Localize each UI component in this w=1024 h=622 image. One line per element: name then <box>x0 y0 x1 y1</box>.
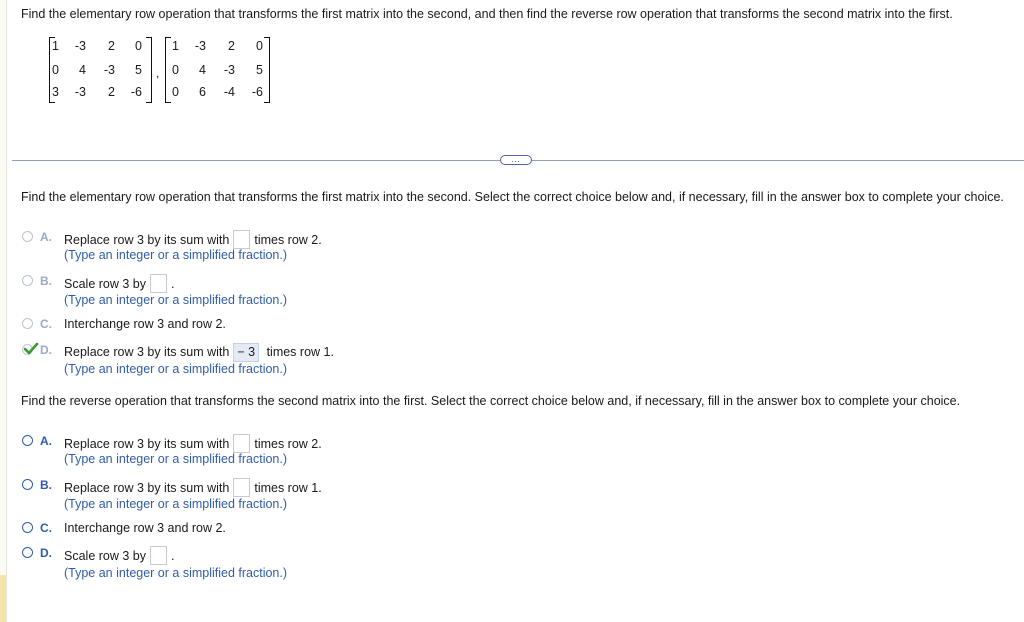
choice-text-before: Replace row 3 by its sum with <box>64 437 230 451</box>
choice-text-after: times row 2. <box>254 233 322 247</box>
choice-text-after: . <box>170 549 175 563</box>
choice-text-after: times row 2. <box>254 437 322 451</box>
choice-letter: D. <box>40 343 52 357</box>
matrix-cell: 0 <box>172 63 179 77</box>
answer-box[interactable] <box>233 230 250 249</box>
radio-button[interactable] <box>22 318 33 329</box>
matrix-second-right-bracket <box>264 37 270 103</box>
choice-hint: (Type an integer or a simplified fraction.) <box>64 452 288 466</box>
choice-letter: B. <box>40 274 52 288</box>
matrix-cell: 2 <box>108 39 115 53</box>
matrix-separator: , <box>156 66 160 80</box>
choice-letter: B. <box>40 478 52 492</box>
radio-button[interactable] <box>22 231 33 242</box>
choice-hint: (Type an integer or a simplified fraction.) <box>64 362 288 376</box>
matrix-cell: -6 <box>251 85 263 99</box>
radio-button[interactable] <box>22 547 33 558</box>
answer-box-filled[interactable]: − 3 <box>233 343 259 362</box>
matrix-cell: 1 <box>52 39 59 53</box>
matrix-cell: 3 <box>52 85 59 99</box>
matrix-second <box>165 37 270 101</box>
matrix-cell: 0 <box>52 63 59 77</box>
left-margin-accent <box>0 575 6 622</box>
matrix-cell: -3 <box>223 63 235 77</box>
matrix-cell: 6 <box>199 85 206 99</box>
matrix-cell: 5 <box>256 63 263 77</box>
choice-letter: C. <box>40 521 52 535</box>
radio-button[interactable] <box>22 435 33 446</box>
answer-box[interactable] <box>150 546 167 565</box>
matrix-cell: -6 <box>130 85 142 99</box>
matrix-cell: 5 <box>135 63 142 77</box>
choice-text: Interchange row 3 and row 2. <box>64 317 226 331</box>
matrix-cell: -3 <box>74 39 86 53</box>
answer-box[interactable] <box>150 274 167 293</box>
choice-text-before: Scale row 3 by <box>64 549 146 563</box>
choice-text <box>64 274 174 293</box>
choice-text-after: . <box>170 277 175 291</box>
choice-letter: A. <box>40 434 52 448</box>
choice-letter: D. <box>40 546 52 560</box>
choice-text-before: Replace row 3 by its sum with <box>64 345 230 359</box>
radio-button[interactable] <box>22 479 33 490</box>
part1-prompt: Find the elementary row operation that transforms the first matrix into the second. Select the correct choice below and, if necessary, fill in the answer box to complete your choice. <box>21 190 1004 204</box>
choice-letter: C. <box>40 317 52 331</box>
choice-text: Interchange row 3 and row 2. <box>64 521 226 535</box>
choice-hint: (Type an integer or a simplified fraction.) <box>64 566 288 580</box>
matrix-cell: -3 <box>194 39 206 53</box>
answer-box[interactable] <box>233 478 250 497</box>
matrix-cell: 2 <box>108 85 115 99</box>
choice-letter: A. <box>40 230 52 244</box>
matrix-first-right-bracket <box>146 37 152 103</box>
matrix-cell: -4 <box>223 85 235 99</box>
check-icon <box>23 342 39 356</box>
part2-prompt: Find the reverse operation that transforms the second matrix into the first. Select the correct choice below and, if necessary, fill in the answer box to complete your choice. <box>21 394 961 408</box>
radio-button[interactable] <box>22 275 33 286</box>
matrix-cell: -3 <box>74 85 86 99</box>
matrix-cell: -3 <box>103 63 115 77</box>
choice-text <box>64 478 322 497</box>
choice-hint: (Type an integer or a simplified fraction.) <box>64 497 288 511</box>
matrix-cell: 0 <box>135 39 142 53</box>
choice-text <box>64 434 322 453</box>
matrix-cell: 4 <box>199 63 206 77</box>
choice-text-before: Replace row 3 by its sum with <box>64 233 230 247</box>
matrix-first <box>49 37 152 101</box>
question-text: Find the elementary row operation that transforms the first matrix into the second, and then find the reverse row operation that transforms the second matrix into the first. <box>21 7 953 21</box>
choice-hint: (Type an integer or a simplified fraction.) <box>64 293 288 307</box>
answer-box[interactable] <box>233 434 250 453</box>
matrix-cell: 4 <box>79 63 86 77</box>
choice-text-before: Replace row 3 by its sum with <box>64 481 230 495</box>
choice-text <box>64 230 322 249</box>
matrix-cell: 0 <box>172 85 179 99</box>
matrix-cell: 1 <box>172 39 179 53</box>
choice-hint: (Type an integer or a simplified fraction.) <box>64 248 288 262</box>
matrix-cell: 2 <box>228 39 235 53</box>
choice-text-after: times row 1. <box>266 345 334 359</box>
choice-text-after: times row 1. <box>254 481 322 495</box>
choice-text <box>64 343 334 362</box>
matrix-cell: 0 <box>256 39 263 53</box>
more-options-button[interactable]: … <box>500 155 532 165</box>
choice-text <box>64 546 174 565</box>
radio-button[interactable] <box>22 522 33 533</box>
choice-text-before: Scale row 3 by <box>64 277 146 291</box>
left-margin-strip <box>0 0 7 622</box>
